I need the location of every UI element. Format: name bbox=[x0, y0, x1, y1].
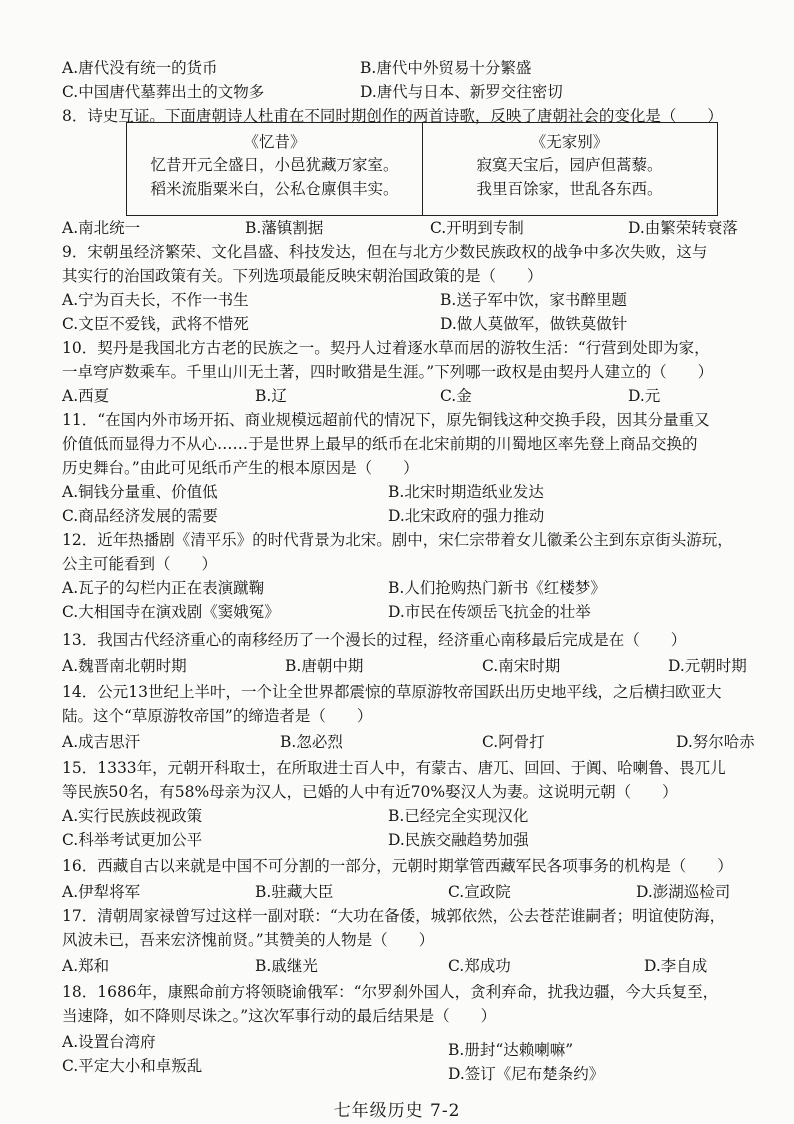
q14-option-d: D.努尔哈赤 bbox=[676, 733, 755, 751]
q8-option-c: C.开明到专制 bbox=[430, 219, 524, 237]
q10-option-d: D.元 bbox=[628, 387, 661, 405]
q7-option-c: C.中国唐代墓葬出土的文物多 bbox=[62, 83, 265, 101]
q15-option-d: D.民族交融趋势加强 bbox=[388, 831, 529, 849]
q16-option-c: C.宣政院 bbox=[448, 883, 511, 901]
q13-option-a: A.魏晋南北朝时期 bbox=[62, 657, 187, 675]
q8-option-b: B.藩镇割据 bbox=[245, 219, 324, 237]
q10-stem-line-2: 一卓穹庐数乘车。千里山川无土著，四时畋猎是生涯。”下列哪一政权是由契丹人建立的（ ） bbox=[62, 363, 714, 381]
q16-option-b: B.驻藏大臣 bbox=[255, 883, 334, 901]
q15-option-a: A.实行民族歧视政策 bbox=[62, 807, 203, 825]
q13-option-c: C.南宋时期 bbox=[482, 657, 561, 675]
q18-stem-line-2: 当速降，如不降则尽诛之。”这次军事行动的最后结果是（ ） bbox=[62, 1007, 497, 1025]
poem-right-line-2: 我里百馀家，世乱各东西。 bbox=[476, 180, 663, 198]
poem-table bbox=[126, 122, 718, 216]
q10-stem-line-1: 10．契丹是我国北方古老的民族之一。契丹人过着逐水草而居的游牧生活：“行营到处即为家， bbox=[62, 339, 710, 357]
q14-stem-line-1: 14．公元13世纪上半叶，一个让全世界都震惊的草原游牧帝国跃出历史地平线，之后横扫欧亚大 bbox=[62, 683, 722, 701]
q12-option-a: A.瓦子的勾栏内正在表演蹴鞠 bbox=[62, 579, 265, 597]
q9-option-d: D.做人莫做军，做铁莫做针 bbox=[440, 315, 628, 333]
q12-option-b: B.人们抢购热门新书《红楼梦》 bbox=[388, 579, 606, 597]
q10-option-b: B.辽 bbox=[255, 387, 287, 405]
q14-option-c: C.阿骨打 bbox=[482, 733, 545, 751]
q12-option-d: D.市民在传颂岳飞抗金的壮举 bbox=[388, 603, 591, 621]
q16-option-a: A.伊犁将军 bbox=[62, 883, 141, 901]
q8-option-d: D.由繁荣转衰落 bbox=[628, 219, 738, 237]
q9-option-b: B.送子军中饮，家书醉里题 bbox=[440, 291, 627, 309]
q12-option-c: C.大相国寺在演戏剧《窦娥冤》 bbox=[62, 603, 280, 621]
q17-option-c: C.郑成功 bbox=[448, 957, 511, 975]
q18-option-b: B.册封“达赖喇嘛” bbox=[448, 1041, 574, 1059]
poem-left-line-1: 忆昔开元全盛日，小邑犹藏万家室。 bbox=[150, 156, 399, 174]
poem-right bbox=[422, 123, 717, 201]
q11-stem-line-2: 价值低而显得力不从心……于是世界上最早的纸币在北宋前期的川蜀地区率先登上商品交换的 bbox=[62, 435, 698, 453]
q17-option-a: A.郑和 bbox=[62, 957, 110, 975]
q11-stem-line-1: 11．“在国内外市场开拓、商业规模远超前代的情况下，原先铜钱这种交换手段，因其分量重又 bbox=[62, 411, 710, 429]
q11-option-c: C.商品经济发展的需要 bbox=[62, 507, 218, 525]
q12-stem-line-1: 12．近年热播剧《清平乐》的时代背景为北宋。剧中，宋仁宗带着女儿徽柔公主到东京街头游玩， bbox=[62, 531, 733, 549]
q13-option-d: D.元朝时期 bbox=[668, 657, 747, 675]
q17-option-b: B.戚继光 bbox=[255, 957, 318, 975]
q17-stem-line-1: 17．清朝周家禄曾写过这样一副对联：“大功在备倭，城郭依然，公去苍茫谁嗣者；明谊使防海， bbox=[62, 907, 726, 925]
page-footer: 七年级历史 7-2 bbox=[333, 1101, 461, 1121]
q9-stem-line-1: 9．宋朝虽经济繁荣、文化昌盛、科技发达，但在与北方少数民族政权的战争中多次失败，这与 bbox=[62, 243, 708, 261]
q11-option-d: D.北宋政府的强力推动 bbox=[388, 507, 545, 525]
q18-stem-line-1: 18．1686年，康熙命前方将领晓谕俄军：“尔罗刹外国人，贪利弃命，扰我边疆，今大兵复至， bbox=[62, 983, 719, 1001]
q16-stem: 16．西藏自古以来就是中国不可分割的一部分，元朝时期掌管西藏军民各项事务的机构是（ ） bbox=[62, 857, 733, 875]
q13-option-b: B.唐朝中期 bbox=[285, 657, 364, 675]
q11-option-b: B.北宋时期造纸业发达 bbox=[388, 483, 544, 501]
q9-stem-line-2: 其实行的治国政策有关。下列选项最能反映宋朝治国政策的是（ ） bbox=[62, 267, 543, 285]
q16-option-d: D.澎湖巡检司 bbox=[636, 883, 731, 901]
q7-option-d: D.唐代与日本、新罗交往密切 bbox=[360, 83, 563, 101]
poem-right-title: 《无家别》 bbox=[530, 133, 609, 151]
q11-option-a: A.铜钱分量重、价值低 bbox=[62, 483, 218, 501]
q10-option-a: A.西夏 bbox=[62, 387, 110, 405]
q9-option-a: A.宁为百夫长，不作一书生 bbox=[62, 291, 249, 309]
q8-option-a: A.南北统一 bbox=[62, 219, 141, 237]
poem-right-line-1: 寂寞天宝后，园庐但蒿藜。 bbox=[476, 156, 663, 174]
q15-stem-line-2: 等民族50名，有58%母亲为汉人，已婚的人中有近70%娶汉人为妻。这说明元朝（ ） bbox=[62, 783, 678, 801]
q18-option-d: D.签订《尼布楚条约》 bbox=[448, 1065, 605, 1083]
q17-stem-line-2: 风波未已，吾来宏济愧前贤。”其赞美的人物是（ ） bbox=[62, 931, 435, 949]
poem-left-line-2: 稻米流脂粟米白，公私仓廪俱丰实。 bbox=[150, 180, 399, 198]
q7-option-a: A.唐代没有统一的货币 bbox=[62, 59, 218, 77]
q18-option-c: C.平定大小和卓叛乱 bbox=[62, 1057, 203, 1075]
q13-stem: 13．我国古代经济重心的南移经历了一个漫长的过程，经济重心南移最后完成是在（ ） bbox=[62, 631, 687, 649]
q15-stem-line-1: 15．1333年，元朝开科取士，在所取进士百人中，有蒙古、唐兀、回回、于阗、哈喇鲁、畏兀儿 bbox=[62, 759, 726, 777]
poem-left-title: 《忆昔》 bbox=[243, 133, 306, 151]
q14-stem-line-2: 陆。这个“草原游牧帝国”的缔造者是（ ） bbox=[62, 707, 373, 725]
q14-option-a: A.成吉思汗 bbox=[62, 733, 141, 751]
q17-option-d: D.李自成 bbox=[644, 957, 708, 975]
q14-option-b: B.忽必烈 bbox=[280, 733, 343, 751]
q8-stem: 8．诗史互证。下面唐朝诗人杜甫在不同时期创作的两首诗歌，反映了唐朝社会的变化是（ ） bbox=[62, 107, 723, 125]
poem-left bbox=[127, 123, 422, 201]
q9-option-c: C.文臣不爱钱，武将不惜死 bbox=[62, 315, 249, 333]
q15-option-b: B.已经完全实现汉化 bbox=[388, 807, 529, 825]
q15-option-c: C.科举考试更加公平 bbox=[62, 831, 203, 849]
q10-option-c: C.金 bbox=[440, 387, 472, 405]
q11-stem-line-3: 历史舞台。”由此可见纸币产生的根本原因是（ ） bbox=[62, 459, 419, 477]
q7-option-b: B.唐代中外贸易十分繁盛 bbox=[360, 59, 532, 77]
q18-option-a: A.设置台湾府 bbox=[62, 1033, 156, 1051]
q12-stem-line-2: 公主可能看到（ ） bbox=[62, 555, 218, 573]
